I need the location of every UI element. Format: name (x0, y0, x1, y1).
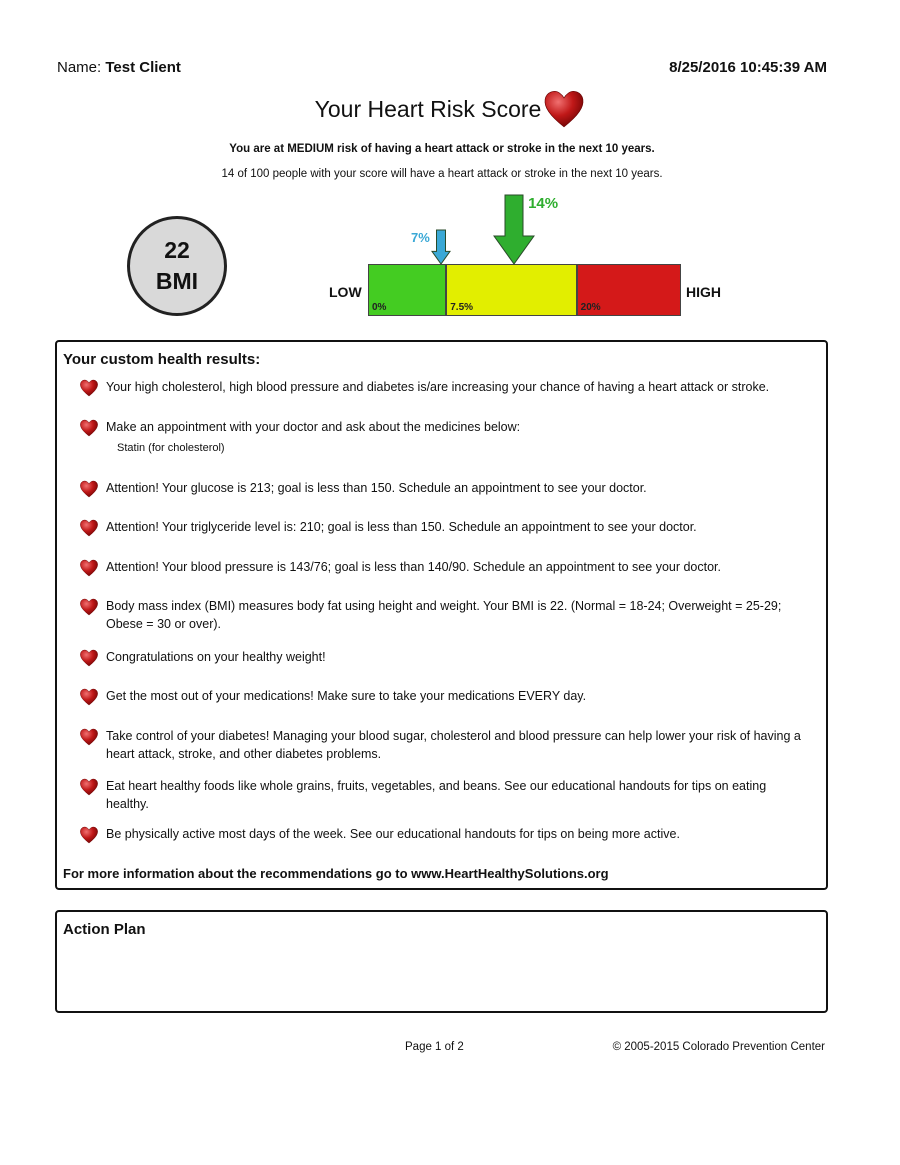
heart-icon (79, 826, 99, 844)
result-text: Attention! Your triglyceride level is: 210; goal is less than 150. Schedule an appointment to see your doctor. (106, 520, 697, 534)
result-text: Take control of your diabetes! Managing your blood sugar, cholesterol and blood pressure can help lower your risk of having a heart attack, stroke, and other diabetes problems. (106, 729, 801, 761)
heart-icon (79, 598, 99, 616)
result-text: Get the most out of your medications! Make sure to take your medications EVERY day. (106, 689, 587, 703)
page-number: Page 1 of 2 (405, 1041, 464, 1053)
title-row (0, 88, 900, 130)
result-text: Eat heart healthy foods like whole grains, fruits, vegetables, and beans. See our educational handouts for tips on eating healthy. (106, 779, 767, 811)
risk-statement: You are at MEDIUM risk of having a heart attack or stroke in the next 10 years. (229, 143, 655, 155)
action-plan-panel (55, 910, 828, 1013)
heart-icon (79, 419, 99, 437)
page-title: Your Heart Risk Score (314, 95, 542, 122)
copyright: © 2005-2015 Colorado Prevention Center (612, 1041, 825, 1053)
result-subtext: Statin (for cholesterol) (117, 442, 225, 454)
heart-icon (79, 519, 99, 537)
heart-icon (79, 649, 99, 667)
score-marker-label: 14% (528, 195, 559, 212)
gauge-tick-label: 0% (372, 302, 387, 313)
report-datetime: 8/25/2016 10:45:39 AM (669, 59, 827, 76)
gauge-tick-label: 20% (580, 302, 601, 313)
name-label: Name: (57, 59, 102, 76)
goal-marker-arrow (430, 228, 452, 266)
heart-icon (79, 728, 99, 746)
gauge-low-label: LOW (329, 284, 362, 300)
result-text: Congratulations on your healthy weight! (106, 650, 326, 664)
heart-icon (79, 480, 99, 498)
goal-marker-label: 7% (411, 230, 430, 245)
result-text: Attention! Your glucose is 213; goal is less than 150. Schedule an appointment to see your doctor. (106, 481, 647, 495)
result-text: Be physically active most days of the week. See our educational handouts for tips on being more active. (106, 827, 680, 841)
heart-icon (79, 778, 99, 796)
gauge-high-label: HIGH (686, 284, 721, 300)
recommendations-link-text: For more information about the recommendations go to www.HeartHealthySolutions.org (63, 866, 609, 881)
heart-icon (79, 559, 99, 577)
health-results-panel (55, 340, 828, 890)
action-plan-heading: Action Plan (63, 921, 146, 938)
gauge-segment (368, 264, 446, 316)
result-text: Body mass index (BMI) measures body fat using height and weight. Your BMI is 22. (Normal = 18-24; Overweight = 25-29; Obese = 30 or over). (106, 599, 782, 631)
name-value: Test Client (105, 59, 181, 76)
gauge-segment (577, 264, 681, 316)
people-statement: 14 of 100 people with your score will have a heart attack or stroke in the next 10 years. (221, 168, 663, 180)
heart-icon (543, 88, 585, 130)
result-text: Attention! Your blood pressure is 143/76; goal is less than 140/90. Schedule an appointment to see your doctor. (106, 560, 722, 574)
bmi-badge (127, 216, 227, 316)
result-text: Make an appointment with your doctor and ask about the medicines below: (106, 420, 521, 434)
heart-icon (79, 379, 99, 397)
bmi-label: BMI (155, 268, 199, 294)
results-heading: Your custom health results: (63, 351, 261, 368)
client-name (57, 59, 181, 76)
bmi-value: 22 (164, 237, 190, 263)
gauge-segment (446, 264, 576, 316)
heart-icon (79, 688, 99, 706)
result-text: Your high cholesterol, high blood pressure and diabetes is/are increasing your chance of having a heart attack or stroke. (106, 380, 770, 394)
gauge-tick-label: 7.5% (450, 302, 474, 313)
